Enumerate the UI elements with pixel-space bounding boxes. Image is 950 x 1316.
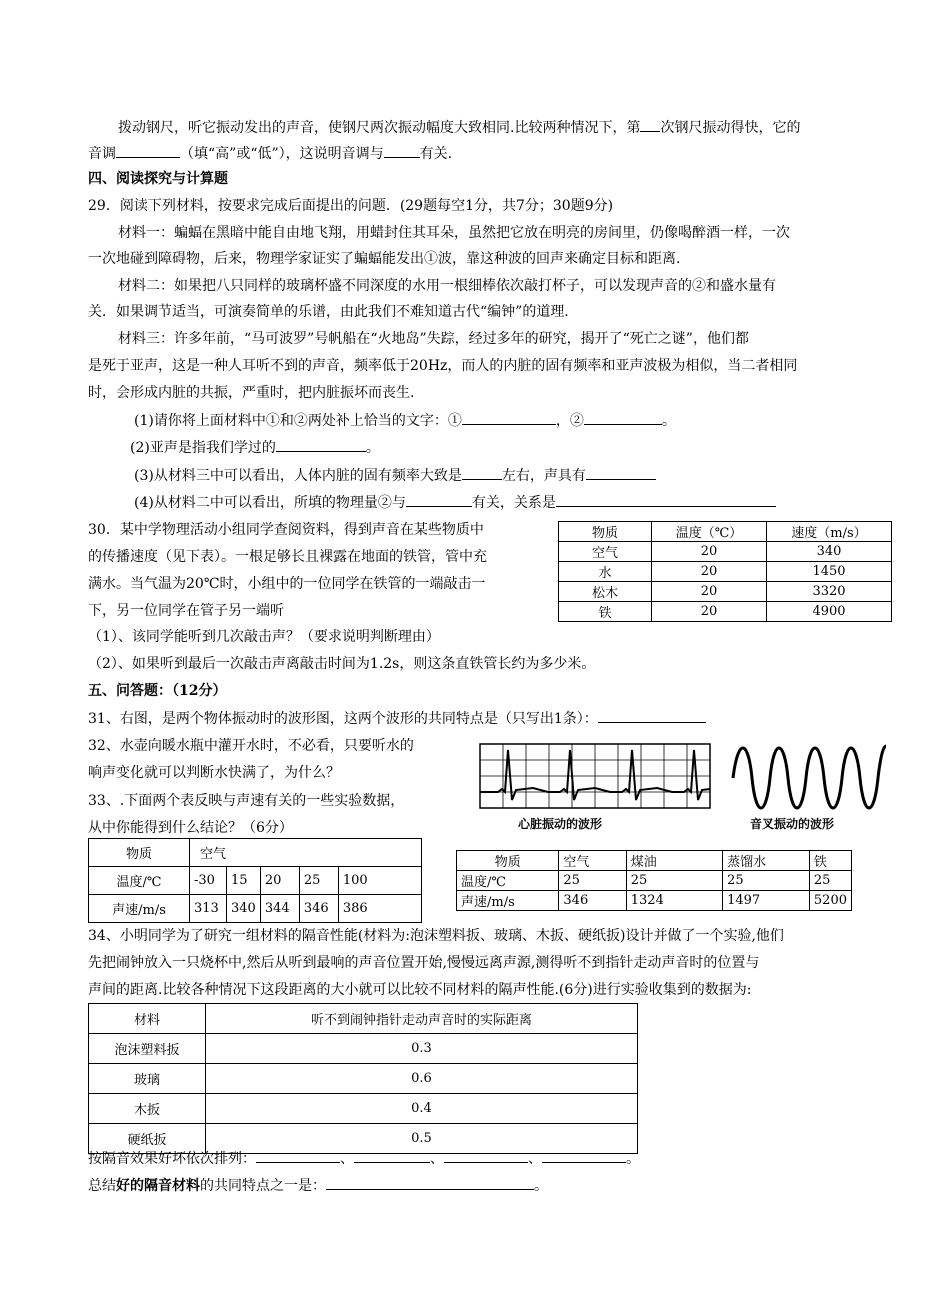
header-cell: 煤油 bbox=[626, 851, 722, 871]
q31 bbox=[88, 708, 706, 729]
text: 按隔音效果好坏依次排列： bbox=[88, 1151, 256, 1167]
line-2 bbox=[88, 143, 452, 164]
cell: 100 bbox=[338, 867, 421, 895]
text: 的共同特点之一是： bbox=[200, 1178, 326, 1194]
text: (1)请你将上面材料中①和②两处补上恰当的文字：① bbox=[134, 413, 462, 429]
text: (4)从材料二中可以看出，所填的物理量②与 bbox=[134, 495, 406, 511]
blank[interactable] bbox=[640, 117, 660, 132]
blank[interactable] bbox=[326, 1175, 534, 1190]
header-cell: 材料 bbox=[89, 1004, 206, 1034]
blank[interactable] bbox=[462, 465, 502, 480]
cell: 玻璃 bbox=[89, 1064, 206, 1094]
text: (2)亚声是指我们学过的 bbox=[130, 440, 276, 456]
cell: 20 bbox=[260, 867, 299, 895]
cell: 4900 bbox=[767, 602, 892, 622]
text: 总结 bbox=[88, 1178, 116, 1194]
cell: 346 bbox=[559, 891, 626, 911]
text: 次钢尺振动得快，它的 bbox=[660, 120, 801, 136]
cell: 20 bbox=[652, 602, 767, 622]
cell: -30 bbox=[190, 867, 227, 895]
q34-b: 先把闹钟放入一只烧杯中,然后从听到最响的声音位置开始,慢慢远离声源,测得听不到指针走动声音时的位置与 bbox=[88, 955, 760, 971]
sub-q-2 bbox=[130, 437, 380, 458]
table-row bbox=[559, 542, 892, 562]
blank-3[interactable] bbox=[444, 1148, 528, 1163]
table-row bbox=[457, 871, 852, 891]
cell: 25 bbox=[809, 871, 851, 891]
header-cell: 听不到闹钟指针走动声音时的实际距离 bbox=[206, 1004, 638, 1034]
table-row bbox=[89, 1064, 638, 1094]
text: 有关. bbox=[419, 146, 453, 162]
header-cell: 空气 bbox=[190, 839, 422, 867]
text: 拨动钢尺，听它振动发出的声音，使钢尺两次振动幅度大致相同.比较两种情况下，第 bbox=[118, 120, 641, 136]
sub-q-3 bbox=[134, 465, 656, 486]
cell: 25 bbox=[299, 867, 338, 895]
cell: 温度/℃ bbox=[457, 871, 559, 891]
cell: 1324 bbox=[626, 891, 722, 911]
q33-a: 33、.下面两个表反映与声速有关的一些实验数据， bbox=[88, 793, 405, 809]
header-cell: 蒸馏水 bbox=[723, 851, 810, 871]
q33-b: 从中你能得到什么结论？（6分） bbox=[88, 820, 293, 836]
q30-d: 下，另一位同学在管子另一端听 bbox=[88, 603, 284, 619]
cell: 泡沫塑料扳 bbox=[89, 1034, 206, 1064]
cell: 15 bbox=[227, 867, 261, 895]
cell: 5200 bbox=[809, 891, 851, 911]
fork-caption: 音叉振动的波形 bbox=[750, 817, 835, 831]
text: 、 bbox=[430, 1151, 444, 1167]
q32-b: 响声变化就可以判断水快满了，为什么？ bbox=[88, 765, 340, 781]
table-row bbox=[89, 867, 422, 895]
q29-title: 29．阅读下列材料，按要求完成后面提出的问题．(29题每空1分，共7分；30题9分) bbox=[88, 198, 614, 214]
table-row bbox=[559, 602, 892, 622]
table-row bbox=[89, 895, 422, 923]
sub-q-1 bbox=[134, 410, 676, 431]
material-3-b: 是死于亚声，这是一种人耳听不到的声音，频率低于20Hz，而人的内脏的固有频率和亚声波极为相似，当二者相同 bbox=[88, 358, 798, 374]
table-33-materials bbox=[456, 850, 852, 911]
q32-a: 32、水壶向暖水瓶中灌开水时，不必看，只要听水的 bbox=[88, 738, 414, 754]
heart-waveform-icon bbox=[478, 742, 714, 816]
text: (3)从材料三中可以看出，人体内脏的固有频率大致是 bbox=[134, 468, 462, 484]
q30-e: （1）、该同学能听到几次敲击声？（要求说明判断理由） bbox=[88, 629, 440, 645]
section-4-title: 四、阅读探究与计算题 bbox=[88, 171, 228, 187]
table-33-air bbox=[88, 838, 422, 923]
header-cell: 物质 bbox=[89, 839, 190, 867]
text: ，② bbox=[555, 413, 584, 429]
table-row bbox=[457, 891, 852, 911]
cell: 0.6 bbox=[206, 1064, 638, 1094]
table-30 bbox=[558, 521, 892, 622]
q30-a: 30．某中学物理活动小组同学查阅资料，得到声音在某些物质中 bbox=[88, 522, 484, 538]
text: 音调 bbox=[88, 146, 116, 162]
material-3-a: 材料三：许多年前，“马可波罗”号帆船在“火地岛”失踪，经过多年的研究，揭开了“死亡之谜”，他们都 bbox=[118, 331, 749, 347]
blank-1[interactable] bbox=[462, 410, 556, 425]
header-cell: 温度（℃） bbox=[652, 522, 767, 542]
table-row bbox=[559, 582, 892, 602]
table-34 bbox=[88, 1003, 638, 1154]
cell: 20 bbox=[652, 582, 767, 602]
heart-caption: 心脏振动的波形 bbox=[518, 817, 603, 831]
header-cell: 速度（m/s） bbox=[767, 522, 892, 542]
material-2-a: 材料二：如果把八只同样的玻璃杯盛不同深度的水用一根细棒依次敲打杯子，可以发现声音的②和盛水量有 bbox=[118, 278, 776, 294]
cell: 0.5 bbox=[206, 1124, 638, 1154]
summary-line bbox=[88, 1175, 548, 1196]
text: 。 bbox=[534, 1178, 548, 1194]
cell: 空气 bbox=[559, 542, 652, 562]
table-row bbox=[89, 1034, 638, 1064]
cell: 水 bbox=[559, 562, 652, 582]
blank[interactable] bbox=[384, 143, 420, 158]
blank[interactable] bbox=[116, 143, 180, 158]
table-row bbox=[559, 562, 892, 582]
cell: 1450 bbox=[767, 562, 892, 582]
cell: 20 bbox=[652, 562, 767, 582]
blank[interactable] bbox=[406, 492, 472, 507]
table-header bbox=[559, 522, 892, 542]
cell: 3320 bbox=[767, 582, 892, 602]
text: 有关，关系是 bbox=[471, 495, 556, 511]
cell: 硬纸扳 bbox=[89, 1124, 206, 1154]
cell: 313 bbox=[190, 895, 227, 923]
fork-waveform-figure bbox=[728, 742, 892, 836]
cell: 25 bbox=[559, 871, 626, 891]
cell: 0.4 bbox=[206, 1094, 638, 1124]
header-cell: 铁 bbox=[809, 851, 851, 871]
heart-waveform-figure bbox=[478, 742, 714, 836]
material-1-b: 一次地碰到障碍物，后来，物理学家证实了蝙蝠能发出①波，靠这种波的回声来确定目标和距离. bbox=[88, 251, 681, 267]
text: 、 bbox=[528, 1151, 542, 1167]
blank-2[interactable] bbox=[584, 410, 662, 425]
text: 31、右图，是两个物体振动时的波形图，这两个波形的共同特点是（只写出1条）： bbox=[88, 711, 598, 727]
table-header bbox=[457, 851, 852, 871]
material-1-a: 材料一：蝙蝠在黑暗中能自由地飞翔，用蜡封住其耳朵，虽然把它放在明亮的房间里，仍像喝醉酒一样，一次 bbox=[118, 225, 790, 241]
q30-b: 的传播速度（见下表）。一根足够长且裸露在地面的铁管，管中充 bbox=[88, 549, 487, 565]
text: （填“高”或“低”），这说明音调与 bbox=[180, 146, 384, 162]
cell: 铁 bbox=[559, 602, 652, 622]
material-3-c: 时，会形成内脏的共振，严重时，把内脏振坏而丧生. bbox=[88, 385, 415, 401]
blank[interactable] bbox=[556, 492, 776, 507]
material-2-b: 关．如果调节适当，可演奏简单的乐谱，由此我们不难知道古代“编钟”的道理. bbox=[88, 304, 569, 320]
row-label: 声速/m/s bbox=[89, 895, 190, 923]
cell: 1497 bbox=[723, 891, 810, 911]
cell: 344 bbox=[260, 895, 299, 923]
blank[interactable] bbox=[276, 437, 366, 452]
cell: 386 bbox=[338, 895, 421, 923]
cell: 松木 bbox=[559, 582, 652, 602]
cell: 20 bbox=[652, 542, 767, 562]
header-cell: 物质 bbox=[559, 522, 652, 542]
text: 左右，声具有 bbox=[501, 468, 586, 484]
text: 。 bbox=[626, 1151, 640, 1167]
cell: 0.3 bbox=[206, 1034, 638, 1064]
header-cell: 空气 bbox=[559, 851, 626, 871]
text-bold: 好的隔音材料 bbox=[116, 1178, 200, 1194]
blank[interactable] bbox=[586, 465, 656, 480]
cell: 木扳 bbox=[89, 1094, 206, 1124]
q30-f: （2）、如果听到最后一次敲击声离敲击时间为1.2s，则这条直铁管长约为多少米。 bbox=[88, 656, 596, 672]
header-cell: 物质 bbox=[457, 851, 559, 871]
cell: 340 bbox=[767, 542, 892, 562]
text: 。 bbox=[661, 413, 676, 429]
text: 。 bbox=[365, 440, 380, 456]
table-header bbox=[89, 1004, 638, 1034]
fork-waveform-icon bbox=[728, 742, 892, 816]
section-5-title: 五、问答题：（12分） bbox=[88, 683, 227, 699]
row-label: 温度/℃ bbox=[89, 867, 190, 895]
q30-c: 满水。当气温为20℃时，小组中的一位同学在铁管的一端敲击一 bbox=[88, 576, 486, 592]
cell: 25 bbox=[626, 871, 722, 891]
rank-line bbox=[88, 1148, 640, 1169]
q34-a: 34、小明同学为了研究一组材料的隔音性能(材料为:泡沫塑料扳、玻璃、木扳、硬纸扳)设计并做了一个实验,他们 bbox=[88, 928, 784, 944]
blank-2[interactable] bbox=[354, 1148, 430, 1163]
cell: 声速/m/s bbox=[457, 891, 559, 911]
line-1 bbox=[118, 117, 800, 138]
table-row bbox=[89, 1094, 638, 1124]
blank[interactable] bbox=[598, 708, 706, 723]
table-header bbox=[89, 839, 422, 867]
q34-c: 声间的距离.比较各种情况下这段距离的大小就可以比较不同材料的隔声性能.(6分)进行实验收集到的数据为: bbox=[88, 982, 752, 998]
blank-1[interactable] bbox=[256, 1148, 340, 1163]
cell: 25 bbox=[723, 871, 810, 891]
blank-4[interactable] bbox=[542, 1148, 626, 1163]
sub-q-4 bbox=[134, 492, 776, 513]
text: 、 bbox=[340, 1151, 354, 1167]
cell: 340 bbox=[227, 895, 261, 923]
cell: 346 bbox=[299, 895, 338, 923]
